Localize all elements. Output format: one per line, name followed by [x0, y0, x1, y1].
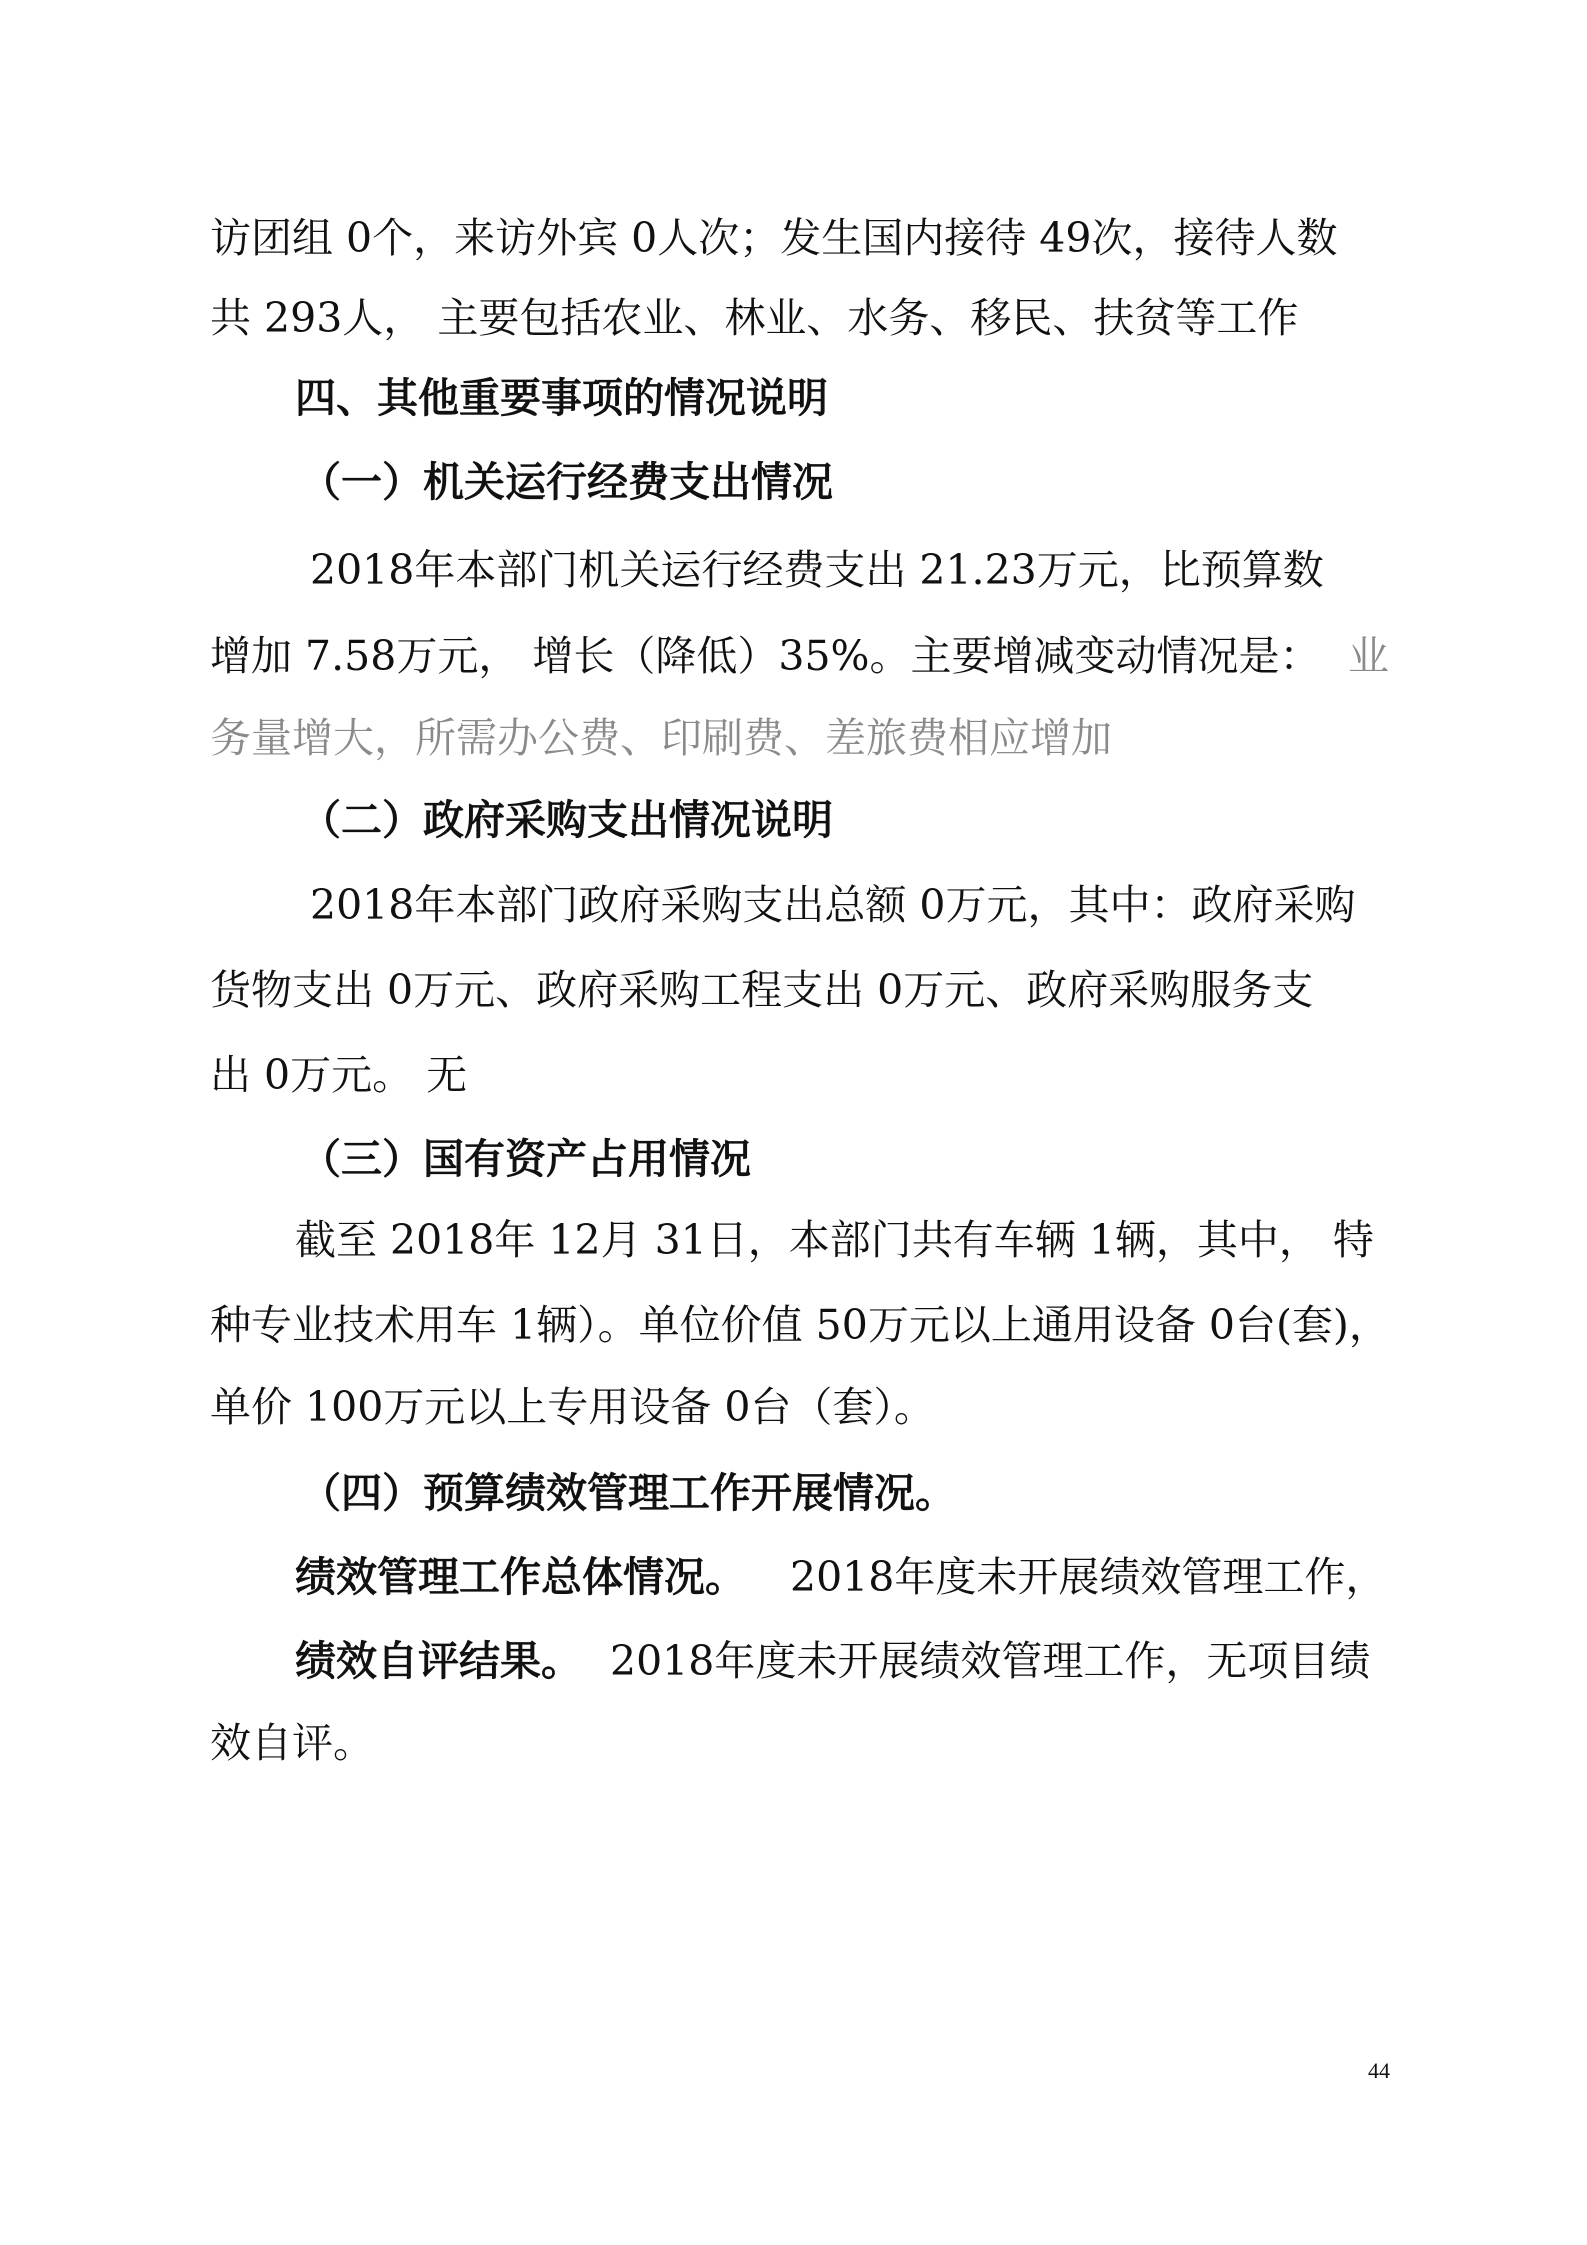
- body-text-line: 种专业技术用车 1辆）。单位价值 50万元以上通用设备 0台(套)，: [210, 1301, 1390, 1349]
- body-text-line: 效自评。: [210, 1719, 374, 1767]
- bold-lead-text: 绩效管理工作总体情况。: [295, 1553, 746, 1601]
- body-text-line: 2018年本部门机关运行经费支出 21.23万元，比预算数: [310, 546, 1324, 594]
- body-text-line: 2018年本部门政府采购支出总额 0万元，其中：政府采购: [310, 881, 1356, 929]
- section-heading: 四、其他重要事项的情况说明: [295, 374, 828, 422]
- subsection-heading: （三）国有资产占用情况: [300, 1135, 751, 1183]
- body-text-line: 单价 100万元以上专用设备 0台（套）。: [210, 1383, 935, 1431]
- page-number: 44: [1368, 2058, 1390, 2083]
- body-text-line: 共 293人， 主要包括农业、林业、水务、移民、扶贫等工作: [210, 294, 1299, 342]
- body-text-line: 2018年度未开展绩效管理工作，无项目绩: [610, 1637, 1371, 1685]
- body-text-line: 截至 2018年 12月 31日，本部门共有车辆 1辆，其中， 特: [295, 1216, 1374, 1264]
- subsection-heading: （二）政府采购支出情况说明: [300, 796, 833, 844]
- body-text-line: 增加 7.58万元， 增长（降低）35%。主要增减变动情况是：: [210, 632, 1321, 680]
- body-text-line: 货物支出 0万元、政府采购工程支出 0万元、政府采购服务支: [210, 966, 1314, 1014]
- body-text-line: 2018年度未开展绩效管理工作，: [790, 1553, 1387, 1601]
- subsection-heading: （一）机关运行经费支出情况: [300, 458, 833, 506]
- gray-text: 业: [1348, 632, 1389, 680]
- subsection-heading: （四）预算绩效管理工作开展情况。: [300, 1469, 956, 1517]
- bold-lead-text: 绩效自评结果。: [295, 1637, 582, 1685]
- body-text-line: 访团组 0个，来访外宾 0人次；发生国内接待 49次，接待人数: [210, 214, 1338, 262]
- gray-text: 务量增大，所需办公费、印刷费、差旅费相应增加: [210, 714, 1112, 762]
- body-text-line: 出 0万元。 无: [210, 1051, 468, 1099]
